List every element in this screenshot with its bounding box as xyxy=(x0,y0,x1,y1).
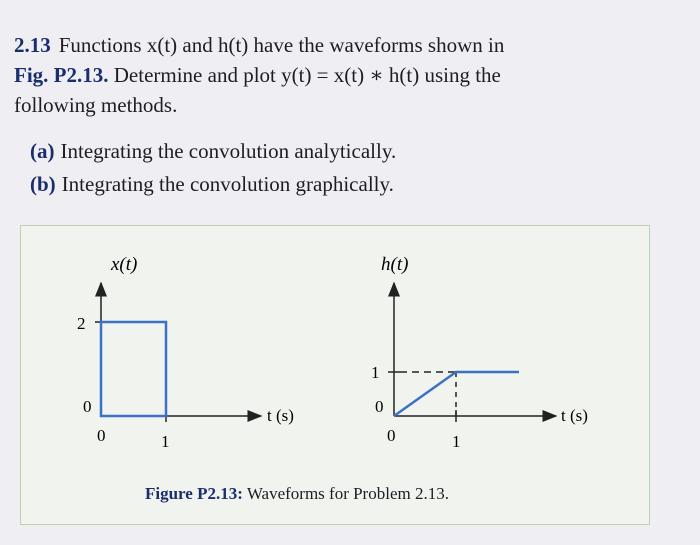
plot-x-xlabel: t (s) xyxy=(267,406,294,425)
plot-h-xtick-1: 1 xyxy=(452,432,461,451)
plot-x-ytick-0: 0 xyxy=(83,397,92,416)
plot-h-xtick-0: 0 xyxy=(387,426,396,445)
plot-x-ytick-2: 2 xyxy=(77,314,86,333)
plot-h-ytick-1: 1 xyxy=(371,363,380,382)
problem-statement xyxy=(14,30,674,120)
plot-h-ytick-0: 0 xyxy=(375,397,384,416)
plot-x-waveform xyxy=(101,322,166,416)
plot-x xyxy=(77,254,294,451)
plot-x-ylabel: x(t) xyxy=(111,254,138,275)
figure-caption xyxy=(145,484,449,504)
figure-svg xyxy=(21,226,651,526)
problem-line-3: following methods. xyxy=(14,93,178,117)
figure-p2-13 xyxy=(20,225,650,525)
plot-x-xtick-0: 0 xyxy=(97,426,106,445)
caption-label: Figure P2.13: xyxy=(145,484,243,503)
part-a-label: (a) xyxy=(30,139,55,163)
caption-text: Waveforms for Problem 2.13. xyxy=(242,484,449,503)
problem-line-2: Determine and plot y(t) = x(t) ∗ h(t) using the xyxy=(108,63,501,87)
part-b xyxy=(30,168,396,201)
part-b-text: Integrating the convolution graphically. xyxy=(61,172,394,196)
plot-x-xtick-1: 1 xyxy=(161,432,170,451)
part-b-label: (b) xyxy=(30,172,56,196)
problem-parts xyxy=(30,135,396,201)
figure-reference: Fig. P2.13. xyxy=(14,63,109,87)
part-a-text: Integrating the convolution analytically. xyxy=(60,139,397,163)
problem-number: 2.13 xyxy=(14,33,51,57)
part-a xyxy=(30,135,396,168)
plot-h xyxy=(371,254,588,451)
plot-h-ylabel: h(t) xyxy=(381,254,409,275)
problem-line-1: Functions x(t) and h(t) have the waveforms shown in xyxy=(58,33,505,57)
plot-h-xlabel: t (s) xyxy=(561,406,588,425)
